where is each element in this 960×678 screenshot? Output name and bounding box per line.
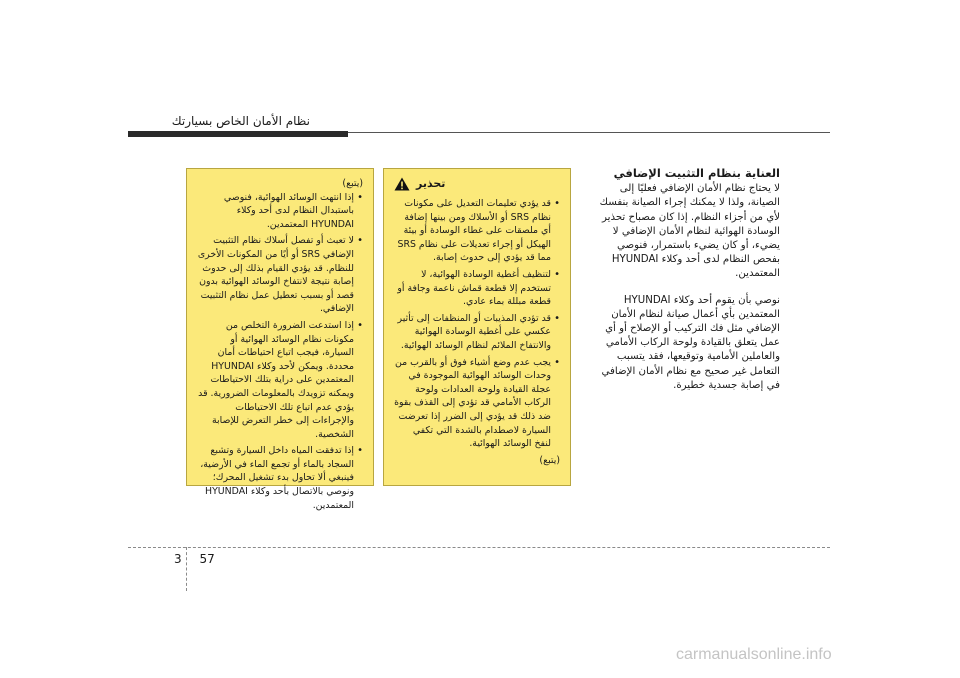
note-list xyxy=(197,191,363,513)
list-item: • لا تعبث أو تفصل أسلاك نظام التثبيت الإضافي SRS أو أيًا من المكونات الأخرى للنظام. قد يؤدي القيام بذلك إلى حدوث إصابة نتيجة لانتفاخ الوسائد الهوائية بدون قصد أو بسبب تعطيل عمل نظام التثبيت الإضافي. xyxy=(197,234,363,316)
note-panel-left xyxy=(186,168,374,511)
list-item: • إذا تدفقت المياه داخل السيارة وتشبع السجاد بالماء أو تجمع الماء في الأرضية، فينبغي ألا تحاول بدء تشغيل المحرك؛ ونوصي بالاتصال بأحد وكلاء HYUNDAI المعتمدين. xyxy=(197,444,363,512)
main-text-column xyxy=(588,166,780,405)
warning-panel xyxy=(383,168,571,486)
page-number xyxy=(174,552,215,566)
page-number-value: 57 xyxy=(199,552,215,566)
section-heading: العناية بنظام التثبيت الإضافي xyxy=(613,166,780,180)
chapter-number: 3 xyxy=(174,552,182,566)
footer-rule xyxy=(128,547,830,548)
list-item: • لتنظيف أغطية الوسادة الهوائية، لا تستخدم إلا قطعة قماش ناعمة وجافة أو قطعة مبللة بماء عادي. xyxy=(394,268,560,309)
warning-label: تحذير xyxy=(416,177,446,191)
warning-list xyxy=(394,197,560,451)
list-item: • إذا انتهت الوسائد الهوائية، فنوصي باستبدال النظام لدى أحد وكلاء HYUNDAI المعتمدين. xyxy=(197,191,363,232)
warning-heading xyxy=(394,177,560,191)
list-item: • قد يؤدي تعليمات التعديل على مكونات نظام SRS أو الأسلاك ومن بينها إضافة أي ملصقات على غطاء الوسادة أو بيئة الهيكل أو إجراء تعديلات على نظام SRS مما قد يؤدي إلى حدوث إصابة. xyxy=(394,197,560,265)
list-item: • إذا استدعت الضرورة التخلص من مكونات نظام الوسائد الهوائية أو السيارة، فيجب اتباع احتياطات أمان محددة. ويمكن لأحد وكلاء HYUNDAI المعتمدين على دراية بتلك الاحتياطات ويمكنه تزويدك بالمعلومات الضرورية. قد يؤدي عدم اتباع تلك الاحتياطات والإجراءات إلى خطر التعرض للإصابة الشخصية. xyxy=(197,319,363,441)
watermark: carmanualsonline.info xyxy=(676,646,832,663)
list-item: • يجب عدم وضع أشياء فوق أو بالقرب من وحدات الوسائد الهوائية الموجودة في عجلة القيادة ولوحة العدادات ولوحة الركاب الأمامي قد تؤدي إلى القذف بقوة ضد ذلك قد يؤدي إلى الضرر إذا تعرضت السيارة لاصطدام بالشدة التي تكفي لنفخ الوسائد الهوائية. xyxy=(394,356,560,451)
body-paragraph: نوصي بأن يقوم أحد وكلاء HYUNDAI المعتمدين بأي أعمال صيانة لنظام الأمان الإضافي مثل فك التركيب أو الإصلاح أو أي عمل يتعلق بالقيادة ولوحة الركاب الأمامي والعاملين الأمامية وتوقيعها، فقد يتسبب التعامل غير صحيح مع نظام الأمان الإضافي في إصابة جسدية خطيرة. xyxy=(601,294,780,391)
header-bar xyxy=(128,131,348,137)
list-item: • قد تؤدي المذيبات أو المنظفات إلى تأثير عكسي على أغطية الوسادة الهوائية والانتفاخ الملائم لنظام الوسائد الهوائية. xyxy=(394,312,560,353)
body-paragraph: لا يحتاج نظام الأمان الإضافي فعليًا إلى الصيانة، ولذا لا يمكنك إجراء الصيانة بنفسك لأي من أجزاء النظام. إذا كان مصباح تحذير الوسادة الهوائية لنظام الأمان الإضافي لا يضيء، أو كان يضيء باستمرار، فنوصي بفحص النظام لدى أحد وكلاء HYUNDAI المعتمدين. xyxy=(599,183,780,280)
warning-triangle-icon xyxy=(394,177,410,191)
continued-label: (يتبع) xyxy=(342,178,363,189)
page-header-title: نظام الأمان الخاص بسيارتك xyxy=(171,114,310,128)
continued-label: (يتبع) xyxy=(539,454,560,466)
